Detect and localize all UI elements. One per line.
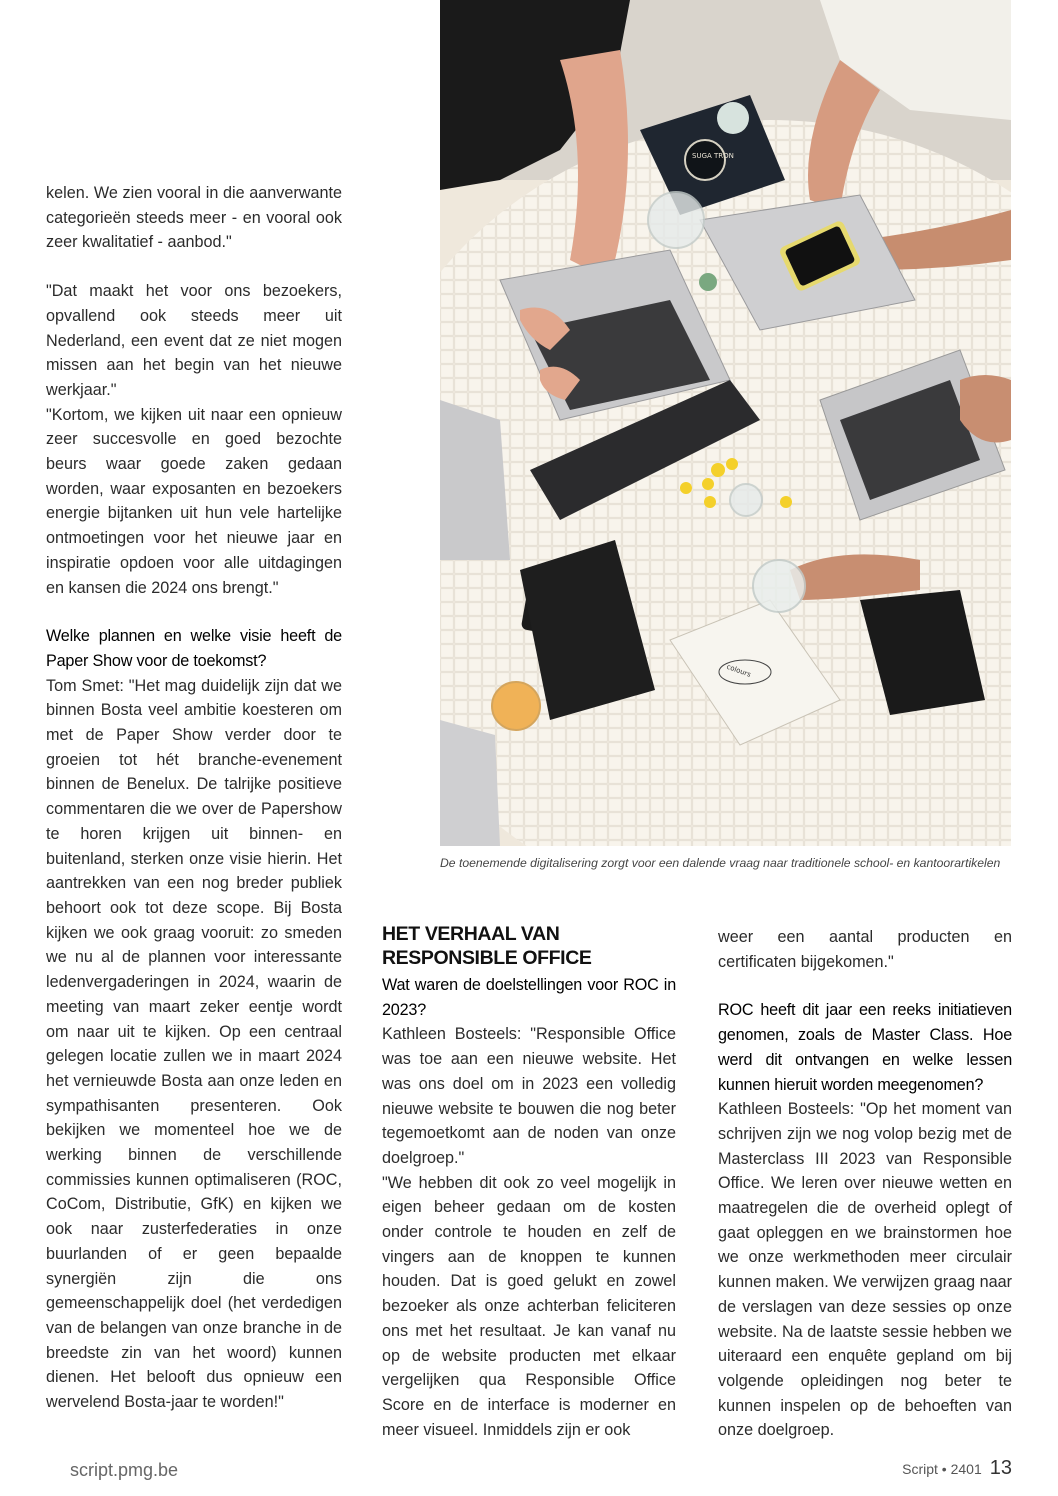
middle-column bbox=[382, 922, 676, 1442]
section-heading: HET VERHAAL VAN RESPONSIBLE OFFICE bbox=[382, 923, 592, 969]
left-question: Welke plannen en welke visie heeft de Paper Show voor de toekomst? bbox=[46, 627, 342, 670]
left-paragraph-3: "Kortom, we kijken uit naar een opnieuw zeer succesvolle en goed bezochte beurs waar goede zaken gedaan worden, waar exposanten en bezoekers energie bijtanken uit hun vele hartelijke ontmoetingen voor het nieuwe jaar en inspiratie opdoen voor alle uitdagingen en kansen die 2024 ons brengt." bbox=[46, 405, 342, 597]
footer-url[interactable]: script.pmg.be bbox=[70, 1460, 179, 1480]
left-paragraph-2: "Dat maakt het voor ons bezoekers, opvallend ook steeds meer uit Nederland, een event dat ze niet mogen missen aan het begin van het nieuwe werkjaar." bbox=[46, 282, 342, 399]
left-paragraph-1: kelen. We zien vooral in die aanverwante categorieën steeds meer - en vooral ook zeer kwalitatief - aanbod." bbox=[46, 184, 342, 252]
right-question: ROC heeft dit jaar een reeks initiatieven genomen, zoals de Master Class. Hoe werd dit ontvangen en welke lessen kunnen hieruit worden meegenomen? bbox=[718, 1001, 1012, 1094]
middle-paragraph-2: "We hebben dit ook zo veel mogelijk in eigen beheer gedaan om de kosten onder controle te houden en zelf de vingers aan de knoppen te kunnen houden. Dat is goed gelukt en zowel bezoeker als onze achterban feliciteren ons met het resultaat. Je kan vanaf nu op de website producten met elkaar vergelijken qua Responsible Office Score en de interface is moderner en meer visueel. Inmiddels zijn er ook bbox=[382, 1173, 676, 1439]
left-answer: Tom Smet: "Het mag duidelijk zijn dat we binnen Bosta veel ambitie koesteren om met de Paper Show verder door te groeien tot hét branche-evenement binnen de Benelux. De talrijke positieve commentaren die we over de Papershow te horen krijgen uit binnen- en buitenland, sterken onze visie hierin. Het aantrekken van een nog breder publiek behoort ook tot deze scope. Bij Bosta kijken we ook graag vooruit: zo smeden we nu al de plannen voor interessante ledenvergaderingen in 2024, waarin de meeting van maart zeker eentje wordt om naar uit te kijken. Op een centraal gelegen locatie zullen we in maart 2024 het vernieuwde Bosta aan onze leden en sympathisanten presenteren. Ook bekijken we momenteel hoe we de werking binnen de verschillende commissies kunnen optimaliseren (ROC, CoCom, Distributie, GfK) en kijken we ook naar zusterfederaties in onze buurlanden of er geen bepaalde synergiën zijn die ons gemeenschappelijk doel (het verdedigen van de belangen van onze branche in de breedste zin van het woord) kunnen dienen. Het belooft dus opnieuw een wervelend Bosta-jaar te worden!" bbox=[46, 676, 342, 1412]
right-paragraph-1: weer een aantal producten en certificaten bijgekomen." bbox=[718, 928, 1012, 971]
photo-caption: De toenemende digitalisering zorgt voor een dalende vraag naar traditionele school- en kantoorartikelen bbox=[440, 856, 1001, 870]
sticker-text: SUGA TRON bbox=[692, 152, 734, 160]
notebook-text: colours bbox=[725, 662, 752, 679]
footer-issue-info bbox=[902, 1457, 1012, 1480]
issue-label: Script • 2401 bbox=[902, 1461, 982, 1477]
page-number: 13 bbox=[989, 1457, 1012, 1479]
right-column bbox=[718, 925, 1012, 1443]
right-answer: Kathleen Bosteels: "Op het moment van schrijven zijn we nog volop bezig met de Masterclass III 2023 van Responsible Office. We leren over nieuwe wetten en maatregelen die de overheid oplegt of gaat opleggen en we brainstormen hoe we onze werkmethoden meer circulair kunnen maken. We verwijzen graag naar de verslagen van deze sessies op onze website. Na de laatste sessie hebben we uiteraard een enquête gepland om bij volgende opleidingen nog beter te kunnen inspelen op de behoeften van onze doelgroep. bbox=[718, 1100, 1012, 1440]
office-photo bbox=[440, 0, 1011, 846]
office-photo-illustration bbox=[440, 0, 1011, 846]
middle-paragraph-1: Kathleen Bosteels: "Responsible Office was toe aan een nieuwe website. Het was ons doel om in 2023 een volledig nieuwe website te bouwen die nog beter tegemoetkomt aan de noden van onze doelgroep." bbox=[382, 1025, 676, 1167]
middle-question: Wat waren de doelstellingen voor ROC in 2023? bbox=[382, 976, 676, 1019]
left-column bbox=[46, 181, 342, 1415]
